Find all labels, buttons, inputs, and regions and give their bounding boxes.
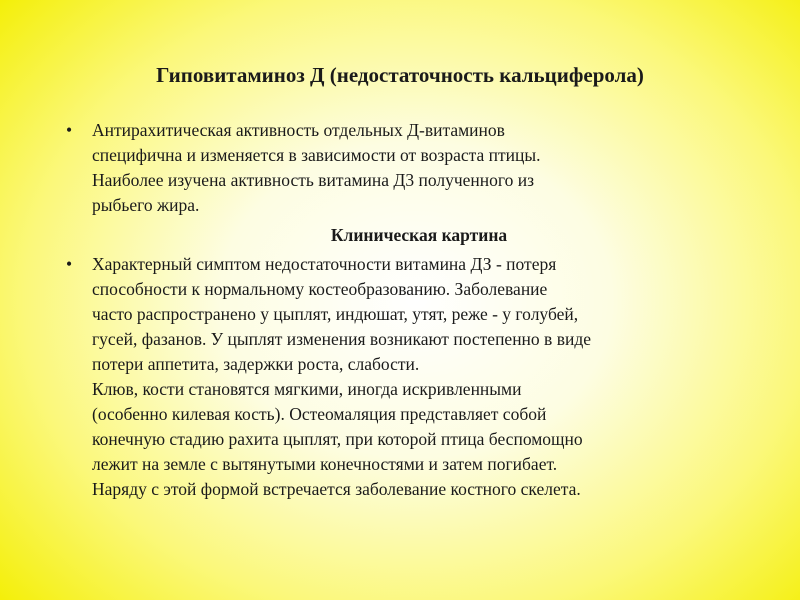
slide-title: Гиповитаминоз Д (недостаточность кальциферола): [156, 63, 644, 87]
bullet-2-line-10: Наряду с этой формой встречается заболевание костного скелета.: [92, 479, 581, 499]
subheading: Клиническая картина: [330, 225, 508, 245]
bullet-item-2: [66, 252, 746, 502]
bullet-1-line-2: специфична и изменяется в зависимости от возраста птицы.: [92, 145, 541, 165]
bullet-2-line-7: (особенно килевая кость). Остеомаляция представляет собой: [92, 404, 547, 424]
bullet-2-line-6: Клюв, кости становятся мягкими, иногда искривленными: [92, 379, 522, 399]
bullet-marker: •: [66, 120, 73, 140]
bullet-2-line-2: способности к нормальному костеобразованию. Заболевание: [92, 279, 548, 299]
bullet-2-line-3: часто распространено у цыплят, индюшат, утят, реже - у голубей,: [92, 304, 579, 324]
bullet-2-line-5: потери аппетита, задержки роста, слабости.: [92, 354, 420, 374]
slide-body: [66, 118, 746, 502]
bullet-2-line-4: гусей, фазанов. У цыплят изменения возникают постепенно в виде: [92, 329, 591, 349]
bullet-1-line-1: Антирахитическая активность отдельных Д-витаминов: [92, 120, 505, 140]
bullet-1-line-4: рыбьего жира.: [92, 195, 200, 215]
bullet-2-line-9: лежит на земле с вытянутыми конечностями и затем погибает.: [92, 454, 558, 474]
bullet-item-1: [66, 118, 746, 218]
bullet-2-line-8: конечную стадию рахита цыплят, при которой птица беспомощно: [92, 429, 583, 449]
bullet-2-line-1: Характерный симптом недостаточности витамина ДЗ - потеря: [92, 254, 557, 274]
bullet-marker: •: [66, 254, 73, 274]
bullet-1-line-3: Наиболее изучена активность витамина Д3 полученного из: [92, 170, 535, 190]
